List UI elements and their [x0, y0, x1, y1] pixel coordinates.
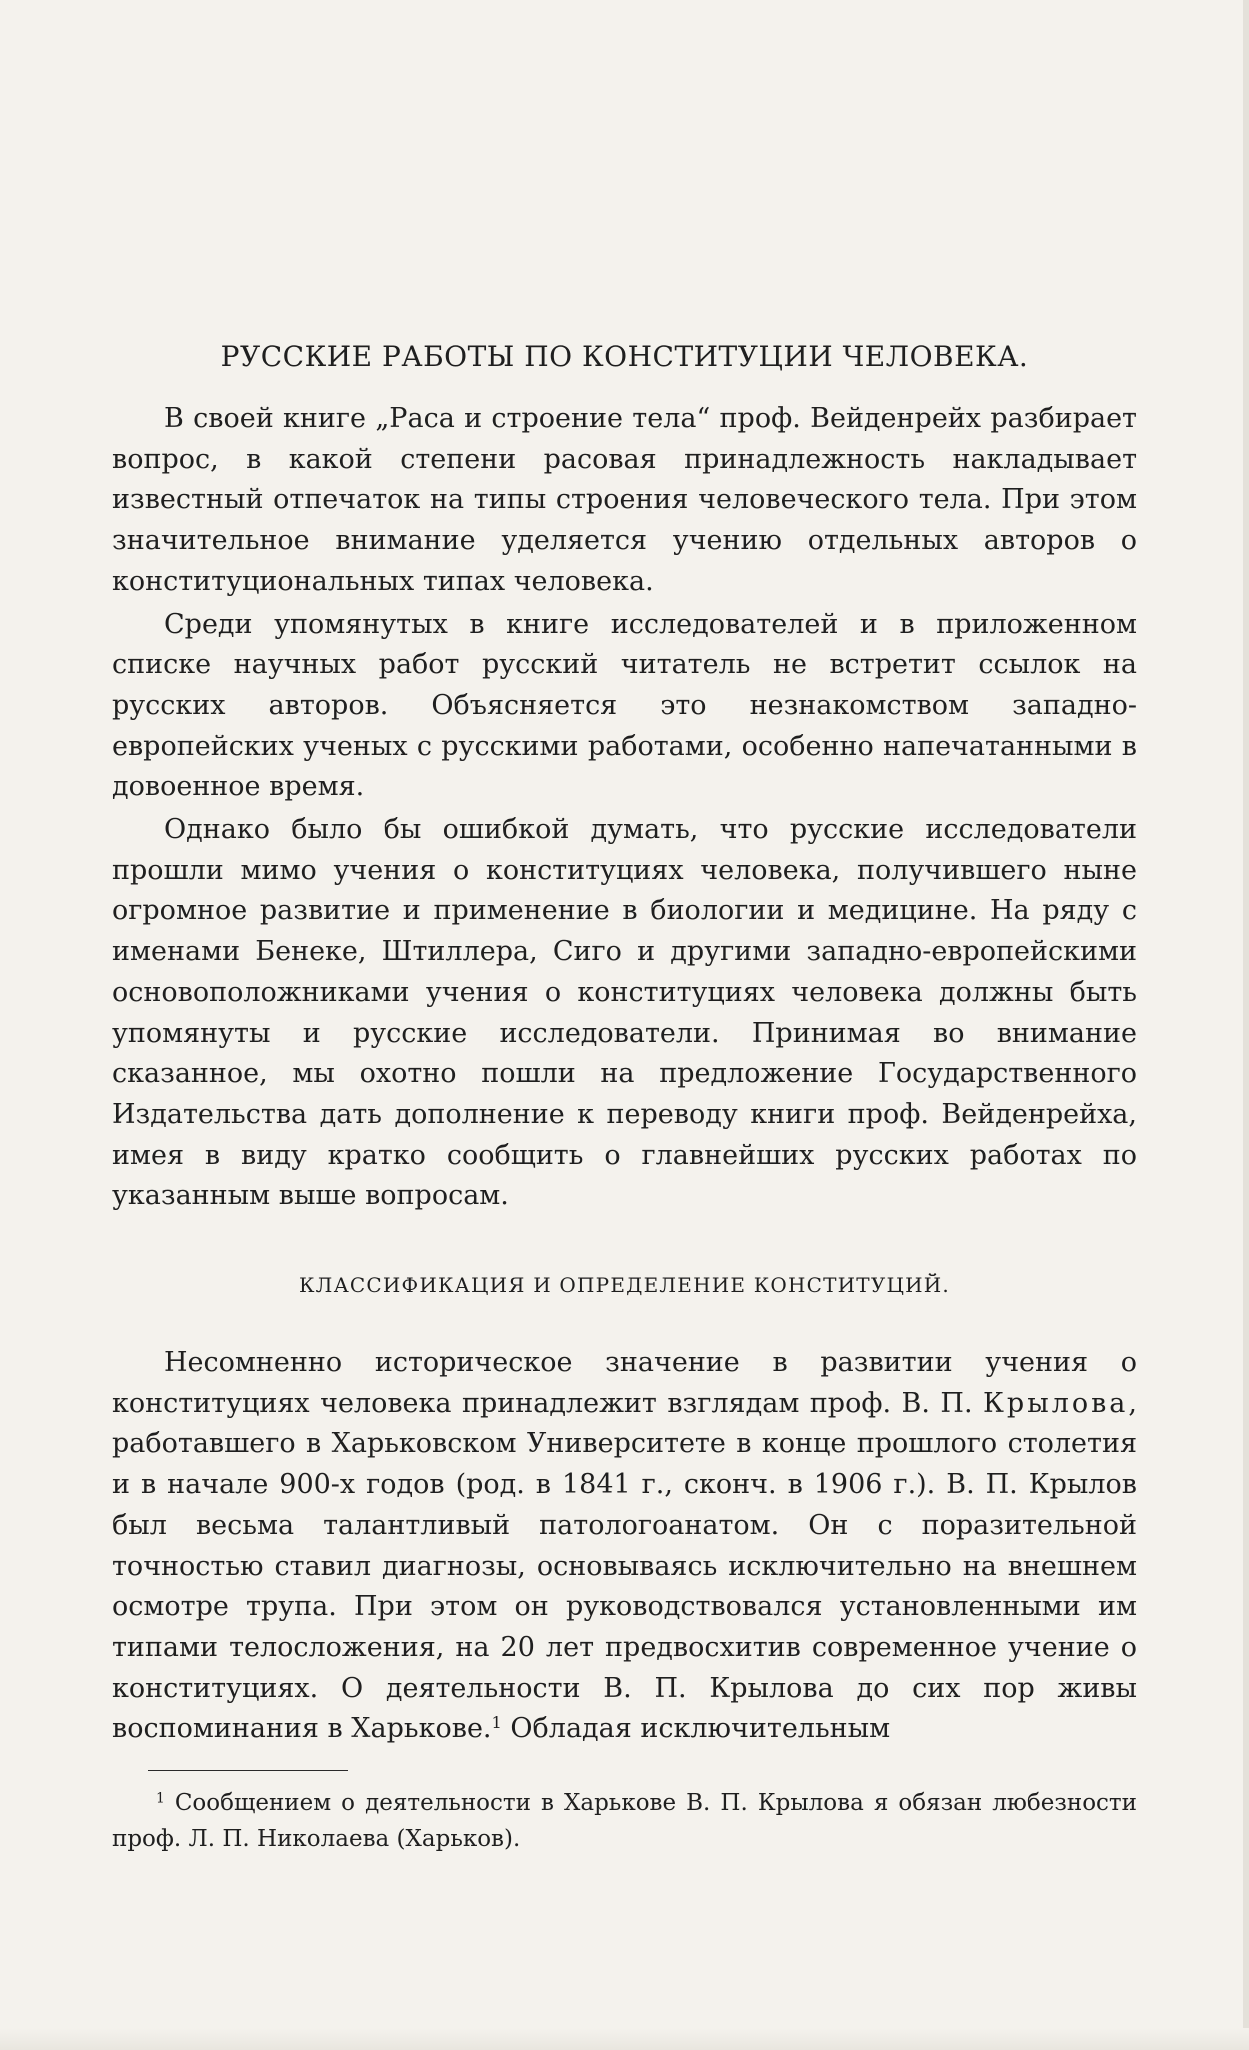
paragraph-2: Среди упомянутых в книге исследователей и в приложенном списке научных работ русский читатель не встретит ссылок на русских авторов. Объясняется это незнакомством западно-европейских ученых с русскими работами, особенно напечатанными в довоенное время.: [112, 608, 1137, 803]
author-name-spaced: Крылова: [983, 1387, 1129, 1419]
footnote-text: Сообщением о деятельности в Харькове В. П. Крылова я обязан любезности проф. Л. П. Николаева (Харьков).: [112, 1790, 1137, 1853]
section-text-start: Несомненно историческое значение в развитии учения о конституциях человека принадлежит взглядам проф. В. П.: [112, 1347, 1137, 1419]
section-title: КЛАССИФИКАЦИЯ И ОПРЕДЕЛЕНИЕ КОНСТИТУЦИЙ.: [299, 1273, 950, 1298]
footnote: [112, 1785, 1137, 1857]
footnote-mark: 1: [156, 1790, 165, 1807]
section-text-end: Обладая исключительным: [501, 1713, 891, 1745]
page-bottom-edge: [0, 2028, 1249, 2050]
section-paragraph: [112, 1343, 1137, 1750]
footnote-reference: 1: [491, 1713, 502, 1733]
page-text: [112, 340, 1137, 1857]
paragraph-1: В своей книге „Раса и строение тела“ проф. Вейденрейх разбирает вопрос, в какой степени расовая принадлежность накладывает известный отпечаток на типы строения человеческого тела. При этом значительное внимание уделяется учению отдельных авторов о конституциональных типах человека.: [112, 403, 1137, 597]
section-text-middle: , работавшего в Харьковском Университете в конце прошлого столетия и в начале 900-х годов (род. в 1841 г., сконч. в 1906 г.). В. П. Крылов был весьма талантливый патологоанатом. Он с поразительной точностью ставил диагнозы, основываясь исключительно на внешнем осмотре трупа. При этом он руководствовался установленными им типами телосложения, на 20 лет предвосхитив современное учение о конституциях. О деятельности В. П. Крылова до сих пор живы воспоминания в Харькове.: [112, 1387, 1137, 1745]
paragraph-3: Однако было бы ошибкой думать, что русские исследователи прошли мимо учения о конституциях человека, получившего ныне огромное развитие и применение в биологии и медицине. На ряду с именами Бенеке, Штиллера, Сиго и другими западно-европейскими основоположниками учения о конституциях человека должны быть упомянуты и русские исследователи. Принимая во внимание сказанное, мы охотно пошли на предложение Государственного Издательства дать дополнение к переводу книги проф. Вейденрейха, имея в виду кратко сообщить о главнейших русских работах по указанным выше вопросам.: [112, 814, 1137, 1212]
page-title: РУССКИЕ РАБОТЫ ПО КОНСТИТУЦИИ ЧЕЛОВЕКА.: [220, 340, 1029, 373]
footnote-divider: [148, 1770, 348, 1771]
